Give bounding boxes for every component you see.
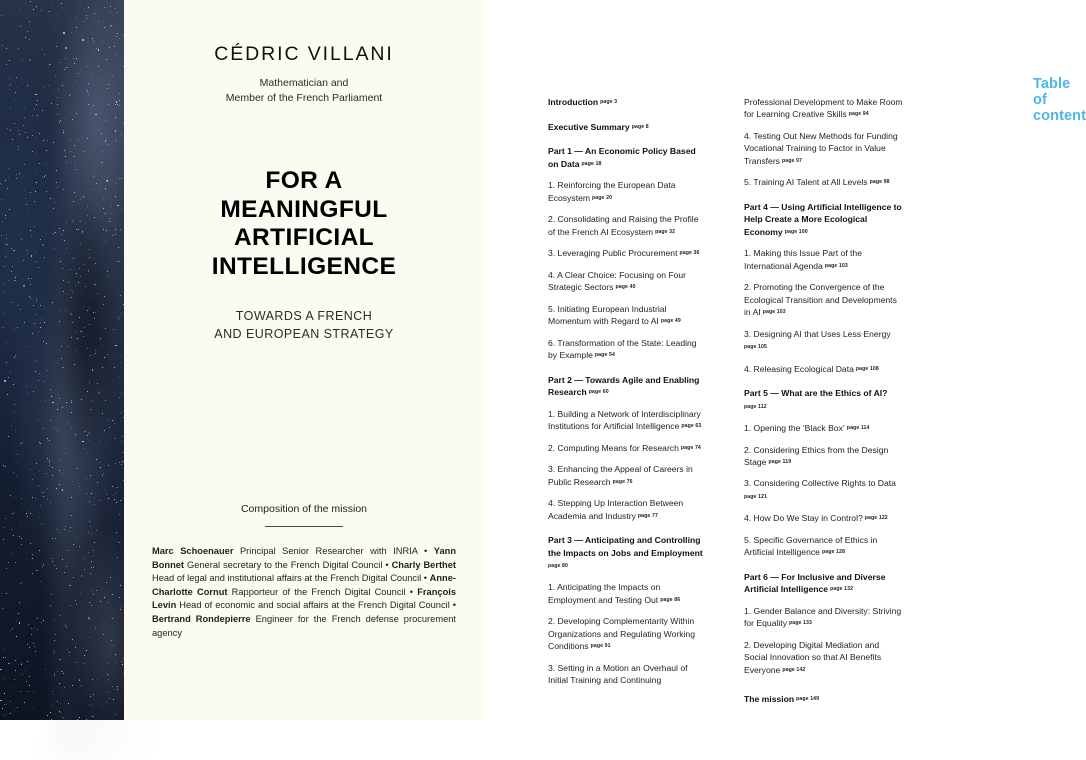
toc-entry[interactable] <box>548 213 708 238</box>
toc-entry[interactable] <box>744 534 904 559</box>
toc-entry-page: page 100 <box>784 228 808 235</box>
toc-entry-label: 1. Building a Network of Interdisciplinary Institutions for Artificial Intelligence <box>548 408 701 432</box>
toc-entry-page: page 54 <box>594 352 615 359</box>
toc-entry[interactable] <box>548 374 708 399</box>
toc-entry-page: page 119 <box>768 458 792 465</box>
toc-entry-page: page 40 <box>615 284 636 291</box>
author-role <box>152 76 456 105</box>
toc-entry-label: 2. Developing Complementarity Within Organizations and Regulating Working Conditions <box>548 616 695 652</box>
toc-entry-label: Part 3 — Anticipating and Controlling the Impacts on Jobs and Employment <box>548 535 703 558</box>
toc-entry-page: page 80 <box>548 562 569 569</box>
toc-entry-label: 5. Specific Governance of Ethics in Artificial Intelligence <box>744 534 878 558</box>
toc-entry[interactable] <box>744 328 904 354</box>
toc-entry-page: page 121 <box>744 493 768 500</box>
toc-entry[interactable] <box>548 145 708 170</box>
toc-entry-label: 2. Developing Digital Mediation and Social Innovation so that AI Benefits Everyone <box>744 639 882 675</box>
mission-member-name: Charly Berthet <box>391 559 457 570</box>
toc-entry[interactable] <box>744 176 904 189</box>
toc-entry-page: page 77 <box>637 512 658 519</box>
toc-entry-page: page 63 <box>681 423 702 430</box>
table-of-contents-panel <box>484 0 1086 720</box>
toc-entry[interactable] <box>744 422 904 435</box>
toc-entry-label: Part 5 — What are the Ethics of AI? <box>744 388 888 399</box>
toc-entry-label: 3. Setting in a Motion an Overhaul of Initial Training and Continuing <box>548 662 688 686</box>
toc-entry-page: page 36 <box>679 250 700 257</box>
mission-members-list <box>152 545 456 640</box>
toc-entry[interactable] <box>744 387 904 413</box>
toc-entry-page: page 142 <box>782 666 806 673</box>
toc-entry[interactable] <box>548 581 708 606</box>
toc-entry-label: 5. Initiating European Industrial Momentum with Regard to AI <box>548 303 667 327</box>
toc-entry-page: page 122 <box>864 515 888 522</box>
toc-entry-page: page 132 <box>830 586 854 593</box>
toc-entry-label: Executive Summary <box>548 121 630 132</box>
toc-entry[interactable] <box>548 303 708 328</box>
mission-member-name: Anne-Charlotte Cornut <box>152 573 456 597</box>
toc-entry-page: page 94 <box>848 111 869 118</box>
toc-entry[interactable] <box>548 408 708 433</box>
author-role-line-2: Member of the French Parliament <box>225 91 383 104</box>
toc-entry[interactable] <box>744 605 904 630</box>
toc-entry-label: 6. Transformation of the State: Leading by Example <box>548 337 697 361</box>
toc-entry-label: 4. Releasing Ecological Data <box>744 363 854 374</box>
toc-entry-label: Professional Development to Make Room for Learning Creative Skills <box>744 97 903 120</box>
toc-entry-page: page 103 <box>824 262 848 269</box>
toc-entry[interactable] <box>744 130 904 167</box>
toc-entry-page: page 103 <box>762 309 786 316</box>
toc-entry-label: Part 2 — Towards Agile and Enabling Research <box>548 374 700 398</box>
report-title <box>152 167 456 281</box>
toc-entry-label: 1. Gender Balance and Diversity: Striving for Equality <box>744 605 902 629</box>
toc-entry-page: page 49 <box>660 318 681 325</box>
toc-entry-page: page 32 <box>655 228 676 235</box>
mission-member-role: Head of economic and social affairs at the French Digital Council • <box>176 600 456 611</box>
toc-entry[interactable] <box>548 179 708 204</box>
toc-entry[interactable] <box>548 96 708 109</box>
mission-member-name: Yann Bonnet <box>152 546 456 570</box>
toc-entry[interactable] <box>744 96 904 121</box>
toc-entry-page: page 133 <box>789 620 813 627</box>
toc-entry[interactable] <box>548 463 708 488</box>
mission-composition-heading: Composition of the mission <box>240 503 368 515</box>
table-of-contents-title: Table of content <box>1033 76 1086 124</box>
toc-entry-label: 3. Designing AI that Uses Less Energy <box>744 328 891 339</box>
toc-entry-page: page 112 <box>744 403 767 410</box>
toc-entry[interactable] <box>548 121 708 134</box>
toc-entry[interactable] <box>548 497 708 522</box>
toc-entry-label: Part 4 — Using Artificial Intelligence to Help Create a More Ecological Economy <box>744 201 902 237</box>
toc-entry[interactable] <box>744 512 904 525</box>
toc-entry[interactable] <box>548 662 708 687</box>
toc-entry-page: page 149 <box>796 696 820 703</box>
toc-entry-label: Part 1 — An Economic Policy Based on Data <box>548 146 696 169</box>
mission-member-role: Rapporteur of the French Digital Council • <box>227 586 418 597</box>
toc-entry-page: page 114 <box>846 424 870 431</box>
mission-member-role: Head of legal and institutional affairs at the French Digital Council • <box>152 573 430 584</box>
report-subtitle-line-1: TOWARDS A FRENCH <box>235 309 373 323</box>
mission-member-role: Principal Senior Researcher with INRIA • <box>233 546 434 556</box>
toc-entry[interactable] <box>744 693 904 706</box>
toc-entry-page: page 8 <box>631 123 649 130</box>
toc-entry[interactable] <box>548 337 708 362</box>
toc-column-1 <box>548 96 708 706</box>
toc-entry[interactable] <box>744 444 904 469</box>
toc-entry[interactable] <box>548 442 708 455</box>
toc-entry-label: 2. Promoting the Convergence of the Ecological Transition and Developments in AI <box>744 282 897 318</box>
toc-entry[interactable] <box>548 534 708 572</box>
toc-entry-label: 1. Opening the ‘Black Box’ <box>744 423 845 434</box>
toc-entry-label: 1. Reinforcing the European Data Ecosystem <box>548 180 676 203</box>
toc-entry-label: 2. Considering Ethics from the Design Stage <box>744 444 889 468</box>
toc-entry-page: page 86 <box>660 596 681 603</box>
toc-entry-page: page 105 <box>744 344 768 351</box>
mission-divider <box>265 526 343 527</box>
toc-entry-label: 4. Stepping Up Interaction Between Academia and Industry <box>548 498 684 521</box>
mission-member-name: François Levin <box>152 586 456 611</box>
star-layer <box>0 0 124 720</box>
toc-column-2 <box>744 96 904 706</box>
report-title-line-4: INTELLIGENCE <box>211 252 397 280</box>
toc-entry-page: page 60 <box>588 389 609 396</box>
toc-entry-label: 5. Training AI Talent at All Levels <box>744 177 868 188</box>
toc-entry-label: 1. Anticipating the Impacts on Employment and Testing Out <box>548 582 661 605</box>
toc-entry-page: page 108 <box>855 365 879 372</box>
toc-entry-label: 3. Leveraging Public Procurement <box>548 248 678 259</box>
toc-entry[interactable] <box>548 247 708 260</box>
report-subtitle-line-2: AND EUROPEAN STRATEGY <box>214 327 394 341</box>
toc-entry[interactable] <box>548 615 708 652</box>
toc-entry-label: 4. A Clear Choice: Focusing on Four Strategic Sectors <box>548 269 687 293</box>
toc-entry[interactable] <box>744 247 904 272</box>
toc-entry-page: page 18 <box>581 160 602 167</box>
toc-entry[interactable] <box>744 571 904 596</box>
mission-member-name: Bertrand Rondepierre <box>152 613 251 624</box>
toc-entry-label: 2. Computing Means for Research <box>548 442 679 453</box>
toc-entry-label: 3. Enhancing the Appeal of Careers in Public Research <box>548 464 693 487</box>
toc-entry-page: page 91 <box>590 643 611 650</box>
toc-entry[interactable] <box>744 639 904 676</box>
toc-columns <box>548 96 915 706</box>
toc-entry-page: page 128 <box>821 549 845 556</box>
toc-entry[interactable] <box>744 201 904 238</box>
toc-entry[interactable] <box>744 477 904 503</box>
mission-member-role: Engineer for the French defense procurement agency <box>152 613 456 638</box>
report-subtitle <box>152 307 456 343</box>
toc-entry-label: The mission <box>744 694 795 705</box>
report-title-line-1: FOR A <box>265 167 343 194</box>
report-title-line-3: ARTIFICIAL <box>233 224 375 251</box>
toc-entry-page: page 76 <box>612 478 633 485</box>
report-title-line-2: MEANINGFUL <box>220 195 388 223</box>
mission-member-name: Marc Schoenauer <box>152 546 234 556</box>
toc-entry-page: page 3 <box>600 99 618 105</box>
toc-entry-label: 2. Consolidating and Raising the Profile of the French AI Ecosystem <box>548 214 699 237</box>
toc-entry[interactable] <box>744 281 904 318</box>
toc-entry-label: 1. Making this Issue Part of the International Agenda <box>744 248 862 271</box>
author-role-line-1: Mathematician and <box>259 77 349 89</box>
toc-entry[interactable] <box>548 269 708 294</box>
toc-entry[interactable] <box>744 363 904 376</box>
starfield-cover-image <box>0 0 124 720</box>
toc-entry-page: page 20 <box>592 194 613 201</box>
toc-entry-label: Introduction <box>548 97 599 108</box>
author-name: CÉDRIC VILLANI <box>214 43 394 65</box>
toc-entry-label: 3. Considering Collective Rights to Data <box>744 478 896 489</box>
mission-member-role: General secretary to the French Digital Council • <box>184 559 392 570</box>
toc-entry-label: 4. How Do We Stay in Control? <box>744 513 863 524</box>
toc-entry-page: page 97 <box>781 157 803 164</box>
toc-entry-page: page 98 <box>869 179 890 186</box>
toc-entry-label: 4. Testing Out New Methods for Funding Vocational Training to Factor in Value Transfers <box>744 130 898 166</box>
toc-entry-label: Part 6 — For Inclusive and Diverse Artificial Intelligence <box>744 571 886 595</box>
cover-panel <box>124 0 484 720</box>
toc-entry-page: page 74 <box>680 444 701 451</box>
